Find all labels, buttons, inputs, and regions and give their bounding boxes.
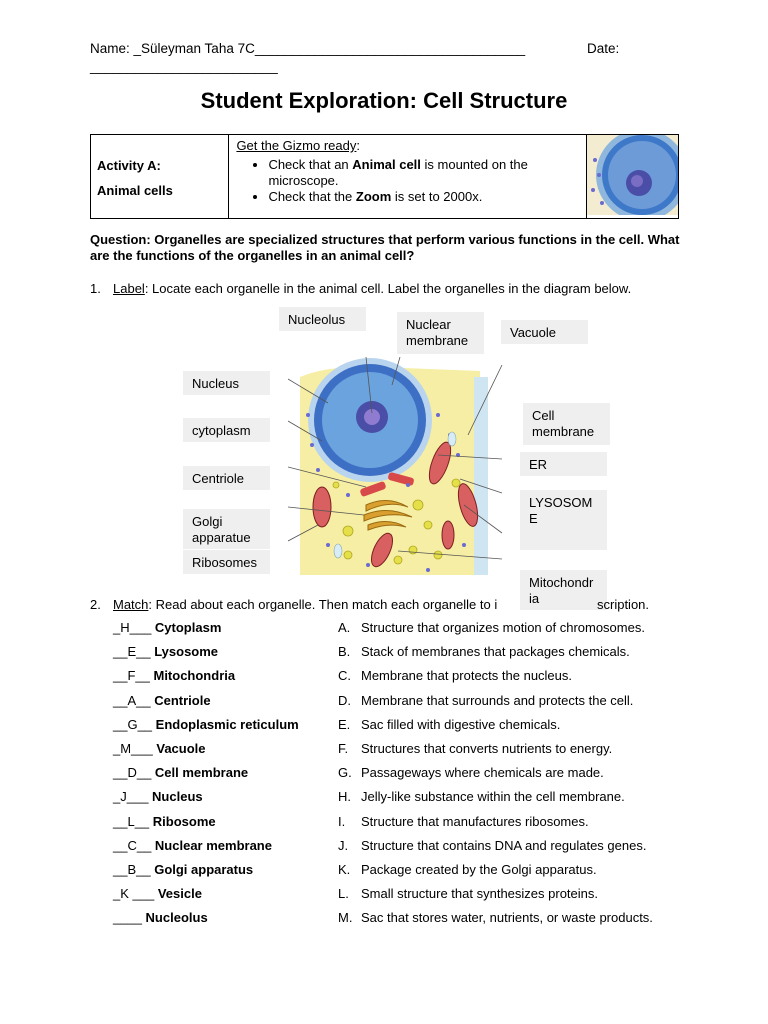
item2-instruction bbox=[113, 597, 497, 612]
label-nucleus: Nucleus bbox=[183, 371, 270, 395]
description-letter: A. bbox=[338, 620, 351, 635]
item2-text: : Read about each organelle. Then match each organelle to i bbox=[148, 597, 498, 612]
description-letter: G. bbox=[338, 765, 352, 781]
description-letter: I. bbox=[338, 813, 346, 829]
answer-blank[interactable]: __L__ bbox=[113, 813, 153, 829]
description-text: Small structure that synthesizes proteins. bbox=[361, 886, 598, 902]
organelle-name: Vacuole bbox=[156, 741, 206, 756]
bullet2-pre: Check that the bbox=[268, 189, 356, 204]
match-answer[interactable] bbox=[113, 813, 216, 831]
description-letter: K. bbox=[338, 862, 351, 877]
label-vacuole: Vacuole bbox=[501, 320, 588, 344]
match-answer[interactable] bbox=[113, 740, 206, 758]
description-letter: E. bbox=[338, 716, 351, 732]
activity-table bbox=[90, 134, 679, 219]
answer-blank[interactable]: _J___ bbox=[113, 789, 153, 805]
description-text: Sac that stores water, nutrients, or waste products. bbox=[361, 910, 653, 926]
answer-blank[interactable]: __E__ bbox=[113, 644, 155, 660]
answer-blank[interactable]: _H___ bbox=[113, 620, 155, 635]
checklist-item bbox=[268, 157, 586, 189]
description-letter: D. bbox=[338, 692, 351, 708]
bullet2-post: is set to 2000x. bbox=[391, 189, 483, 204]
description-text: Jelly-like substance within the cell membrane. bbox=[361, 789, 625, 805]
match-answer[interactable] bbox=[113, 716, 299, 734]
label-nucleolus: Nucleolus bbox=[279, 307, 366, 331]
description-letter: B. bbox=[338, 644, 351, 660]
match-answer[interactable] bbox=[113, 909, 208, 927]
answer-blank[interactable]: __B__ bbox=[113, 862, 155, 877]
label-centriole: Centriole bbox=[183, 466, 270, 490]
organelle-name: Ribosome bbox=[152, 813, 216, 829]
description-letter: F. bbox=[338, 741, 349, 756]
answer-blank[interactable]: __G__ bbox=[113, 716, 156, 732]
match-answer[interactable] bbox=[113, 788, 203, 806]
item2-instruction-end: scription. bbox=[597, 597, 650, 612]
description-text: Membrane that surrounds and protects the cell. bbox=[361, 692, 634, 708]
organelle-name: Cytoplasm bbox=[154, 620, 222, 635]
description-text: Structure that contains DNA and regulates genes. bbox=[361, 837, 647, 853]
date-label: Date: bbox=[587, 41, 620, 56]
bullet1-post: is mounted on the microscope. bbox=[268, 157, 528, 188]
cell-thumbnail-image bbox=[587, 135, 678, 215]
gizmo-heading-colon: : bbox=[356, 138, 361, 153]
item1-number: 1. bbox=[90, 281, 101, 296]
match-answer[interactable] bbox=[113, 619, 221, 637]
description-letter: C. bbox=[338, 668, 351, 684]
description-letter: J. bbox=[338, 837, 349, 853]
item1-keyword: Label bbox=[113, 281, 145, 296]
match-answer[interactable] bbox=[113, 885, 202, 903]
activity-sublabel: Animal cells bbox=[97, 183, 173, 198]
organelle-name: Nuclear membrane bbox=[154, 837, 272, 853]
organelle-name: Lysosome bbox=[154, 644, 219, 660]
page-title: Student Exploration: Cell Structure bbox=[200, 88, 568, 113]
gizmo-heading: Get the Gizmo ready bbox=[236, 138, 357, 153]
name-line: Name: _Süleyman Taha 7C____________________________________ bbox=[90, 41, 526, 56]
answer-blank[interactable]: __C__ bbox=[113, 837, 155, 853]
organelle-name: Nucleolus bbox=[145, 910, 208, 926]
match-answer[interactable] bbox=[113, 837, 272, 855]
label-golgi: Golgi apparatue bbox=[183, 509, 270, 549]
date-line: _________________________ bbox=[90, 59, 278, 74]
answer-blank[interactable]: __A__ bbox=[113, 692, 155, 708]
match-answer[interactable] bbox=[113, 667, 235, 685]
description-letter: H. bbox=[338, 789, 351, 805]
organelle-name: Nucleus bbox=[152, 789, 203, 805]
match-answer[interactable] bbox=[113, 764, 248, 782]
description-text: Structures that converts nutrients to energy. bbox=[361, 741, 613, 756]
gizmo-instructions bbox=[229, 135, 587, 219]
label-ribosomes: Ribosomes bbox=[183, 550, 270, 574]
label-cell-membrane: Cell membrane bbox=[523, 403, 610, 445]
answer-blank[interactable]: _K ___ bbox=[113, 886, 158, 902]
organelle-name: Mitochondria bbox=[153, 668, 236, 684]
bullet2-bold: Zoom bbox=[355, 189, 392, 204]
match-answer[interactable] bbox=[113, 861, 253, 879]
cell-thumbnail-cell bbox=[586, 135, 678, 219]
description-text: Structure that organizes motion of chromosomes. bbox=[361, 620, 645, 635]
description-text: Stack of membranes that packages chemicals. bbox=[361, 644, 630, 660]
label-er: ER bbox=[520, 452, 607, 476]
label-mitochondria: Mitochondr ia bbox=[520, 570, 607, 610]
match-answer[interactable] bbox=[113, 692, 211, 710]
bullet1-pre: Check that an bbox=[268, 157, 353, 172]
answer-blank[interactable]: __D__ bbox=[113, 765, 155, 781]
gizmo-checklist bbox=[236, 157, 586, 205]
checklist-item bbox=[268, 189, 586, 205]
description-letter: M. bbox=[338, 910, 353, 926]
item2-keyword: Match bbox=[113, 597, 149, 612]
answer-blank[interactable]: __F__ bbox=[113, 668, 154, 684]
description-letter: L. bbox=[338, 886, 349, 902]
organelle-name: Golgi apparatus bbox=[154, 862, 254, 877]
organelle-name: Endoplasmic reticulum bbox=[155, 716, 299, 732]
bullet1-bold: Animal cell bbox=[352, 157, 421, 172]
label-nuclear-membrane: Nuclear membrane bbox=[397, 312, 484, 354]
answer-blank[interactable]: ____ bbox=[113, 910, 146, 926]
description-text: Package created by the Golgi apparatus. bbox=[361, 862, 597, 877]
description-text: Passageways where chemicals are made. bbox=[361, 765, 604, 781]
animal-cell-diagram bbox=[288, 355, 503, 577]
activity-label-cell bbox=[91, 135, 229, 219]
question-text: Question: Organelles are specialized structures that perform various functions in the cell. What are the functions of the organelles in an animal cell? bbox=[90, 232, 680, 263]
description-text: Structure that manufactures ribosomes. bbox=[361, 813, 589, 829]
item1-text: : Locate each organelle in the animal cell. Label the organelles in the diagram below. bbox=[144, 281, 632, 296]
organelle-name: Vesicle bbox=[157, 886, 202, 902]
answer-blank[interactable]: _M___ bbox=[113, 741, 157, 756]
activity-label: Activity A: bbox=[97, 158, 161, 173]
organelle-name: Cell membrane bbox=[154, 765, 249, 781]
description-text: Sac filled with digestive chemicals. bbox=[361, 716, 561, 732]
label-lysosome: LYSOSOM E bbox=[520, 490, 607, 550]
item2-number: 2. bbox=[90, 597, 101, 612]
description-text: Membrane that protects the nucleus. bbox=[361, 668, 573, 684]
item1-instruction bbox=[113, 281, 631, 296]
organelle-name: Centriole bbox=[154, 692, 211, 708]
match-answer[interactable] bbox=[113, 643, 218, 661]
label-cytoplasm: cytoplasm bbox=[183, 418, 270, 442]
